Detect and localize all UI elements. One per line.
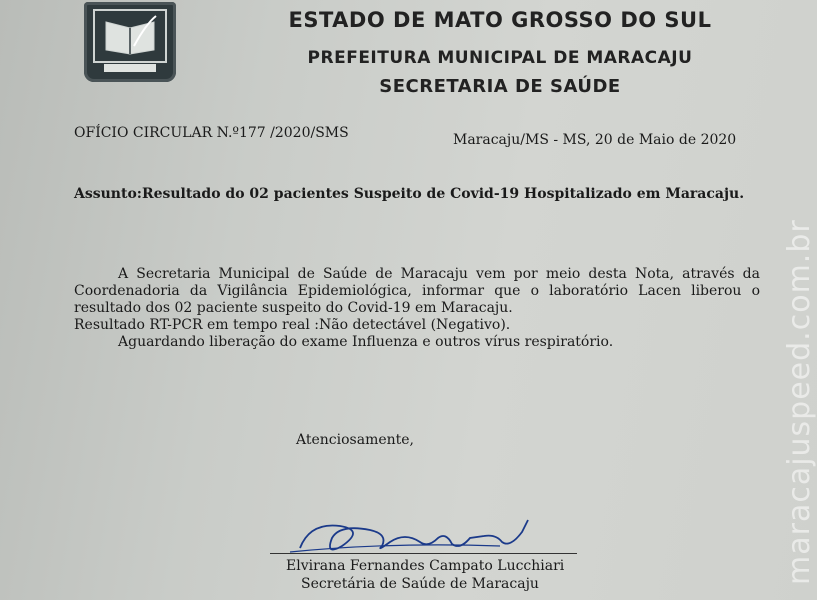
signature-line <box>270 553 577 554</box>
department-heading: SECRETARIA DE SAÚDE <box>379 76 621 97</box>
state-heading: ESTADO DE MATO GROSSO DO SUL <box>288 8 712 32</box>
site-watermark: maracajuspeed.com.br <box>782 219 817 585</box>
body-paragraph: A Secretaria Municipal de Saúde de Maracaju vem por meio desta Nota, através da Coordenadoria da Vigilância Epidemiológica, informar que o laboratório Lacen liberou o resultado dos 02 paciente suspeito do Covid-19 em Maracaju. <box>74 266 760 316</box>
signer-name: Elvirana Fernandes Campato Lucchiari <box>286 558 565 574</box>
signer-role: Secretária de Saúde de Maracaju <box>301 576 539 592</box>
document-body <box>74 266 760 351</box>
document-reference: OFÍCIO CIRCULAR N.º177 /2020/SMS <box>74 125 349 141</box>
body-paragraph: Aguardando liberação do exame Influenza e outros vírus respiratório. <box>118 334 614 350</box>
body-paragraph: Resultado RT-PCR em tempo real :Não detectável (Negativo). <box>74 317 511 333</box>
coat-of-arms-logo <box>84 2 176 82</box>
municipality-heading: PREFEITURA MUNICIPAL DE MARACAJU <box>307 48 693 68</box>
closing-salutation: Atenciosamente, <box>296 432 415 448</box>
subject-line: Assunto:Resultado do 02 pacientes Suspeito de Covid-19 Hospitalizado em Maracaju. <box>74 186 745 202</box>
place-date: Maracaju/MS - MS, 20 de Maio de 2020 <box>453 132 737 148</box>
